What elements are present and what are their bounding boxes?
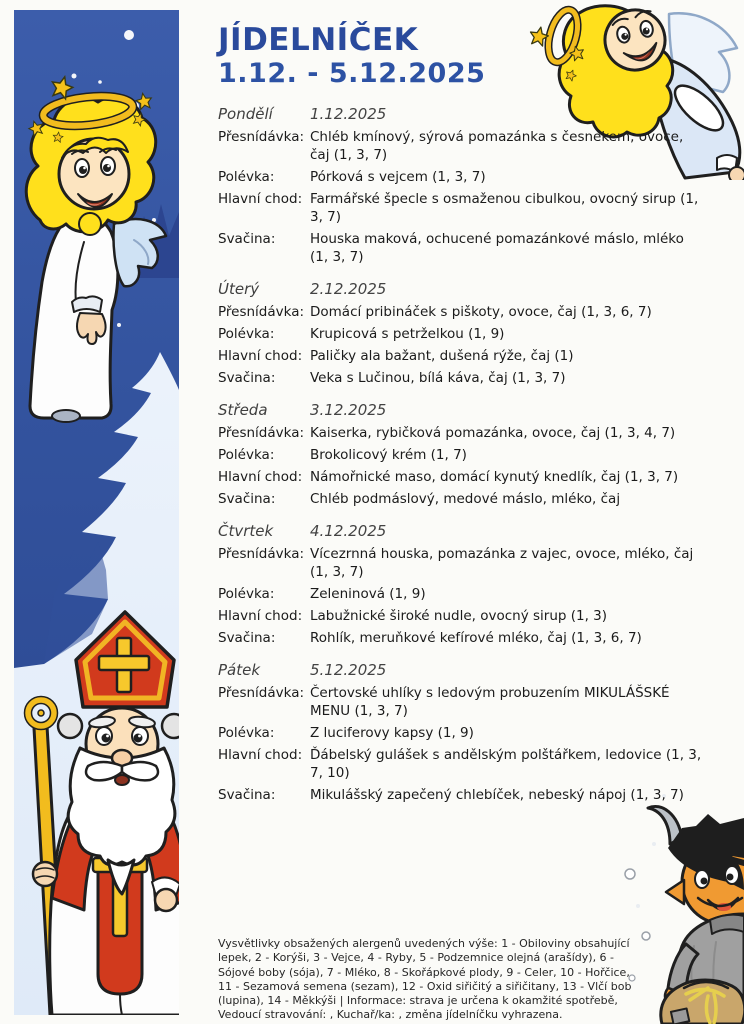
- meal-label: Polévka:: [218, 585, 275, 602]
- meal-label: Přesnídávka:: [218, 684, 305, 701]
- meal-row: [218, 585, 734, 603]
- meal-label: Svačina:: [218, 490, 276, 507]
- meal-row: [218, 607, 734, 625]
- page-title: JÍDELNÍČEK: [218, 22, 419, 58]
- meal-label: Hlavní chod:: [218, 746, 303, 763]
- meal-value: Námořnické maso, domácí kynutý knedlík, čaj (1, 3, 7): [310, 468, 679, 485]
- left-banner-illustration: [14, 10, 179, 1015]
- day-name: Pátek: [218, 660, 261, 679]
- meal-value: Zeleninová (1, 9): [310, 585, 426, 602]
- meal-value: Mikulášský zapečený chlebíček, nebeský nápoj (1, 3, 7): [310, 786, 684, 803]
- meal-value: Z luciferovy kapsy (1, 9): [310, 724, 474, 741]
- day-name: Pondělí: [218, 104, 273, 123]
- nicholas-hand: [33, 862, 57, 886]
- meal-row: [218, 724, 734, 742]
- day-date: 4.12.2025: [310, 521, 387, 540]
- meal-row: [218, 230, 734, 266]
- day-date: 1.12.2025: [310, 104, 387, 123]
- meal-label: Polévka:: [218, 724, 275, 741]
- menu-days: [218, 105, 734, 804]
- meal-value: Veka s Lučinou, bílá káva, čaj (1, 3, 7): [310, 369, 566, 386]
- meal-row: [218, 446, 734, 464]
- devil-with-sack-icon: [624, 786, 744, 1024]
- day-header: [218, 661, 734, 679]
- meal-row: [218, 468, 734, 486]
- day-name: Úterý: [218, 279, 260, 298]
- day-section: [218, 105, 734, 266]
- meal-value: Vícezrnná houska, pomazánka z vajec, ovoce, mléko, čaj (1, 3, 7): [310, 545, 694, 580]
- meal-list: [218, 303, 734, 387]
- meal-label: Svačina:: [218, 230, 276, 247]
- meal-row: [218, 629, 734, 647]
- menu-content: [218, 24, 734, 818]
- meal-label: Hlavní chod:: [218, 468, 303, 485]
- meal-list: [218, 128, 734, 266]
- meal-row: [218, 303, 734, 321]
- meal-value: Labužnické široké nudle, ovocný sirup (1, 3): [310, 607, 608, 624]
- day-section: [218, 661, 734, 804]
- meal-value: Farmářské špecle s osmaženou cibulkou, ovocný sirup (1, 3, 7): [310, 190, 699, 225]
- nicholas-hand: [155, 889, 177, 911]
- meal-value: Pórková s vejcem (1, 3, 7): [310, 168, 486, 185]
- date-range: 1.12. - 5.12.2025: [218, 57, 486, 89]
- meal-value: Paličky ala bažant, dušená rýže, čaj (1): [310, 347, 574, 364]
- meal-value: Brokolicový krém (1, 7): [310, 446, 467, 463]
- meal-row: [218, 545, 734, 581]
- meal-list: [218, 684, 734, 804]
- meal-value: Chléb podmáslový, medové máslo, mléko, čaj: [310, 490, 621, 507]
- meal-label: Polévka:: [218, 325, 275, 342]
- meal-value: Rohlík, meruňkové kefírové mléko, čaj (1, 3, 6, 7): [310, 629, 642, 646]
- meal-value: Kaiserka, rybičková pomazánka, ovoce, čaj (1, 3, 4, 7): [310, 424, 676, 441]
- day-section: [218, 401, 734, 508]
- meal-row: [218, 490, 734, 508]
- day-date: 2.12.2025: [310, 279, 387, 298]
- meal-row: [218, 786, 734, 804]
- meal-label: Přesnídávka:: [218, 424, 305, 441]
- meal-row: [218, 190, 734, 226]
- day-header: [218, 280, 734, 298]
- meal-list: [218, 424, 734, 508]
- day-date: 5.12.2025: [310, 660, 387, 679]
- meal-label: Přesnídávka:: [218, 128, 305, 145]
- meal-label: Svačina:: [218, 786, 276, 803]
- meal-row: [218, 325, 734, 343]
- meal-value: Houska maková, ochucené pomazánkové máslo, mléko (1, 3, 7): [310, 230, 684, 265]
- meal-row: [218, 369, 734, 387]
- meal-label: Hlavní chod:: [218, 190, 303, 207]
- day-header: [218, 401, 734, 419]
- meal-row: [218, 347, 734, 365]
- day-header: [218, 105, 734, 123]
- day-name: Čtvrtek: [218, 521, 274, 540]
- day-name: Středa: [218, 400, 268, 419]
- meal-list: [218, 545, 734, 647]
- day-section: [218, 522, 734, 647]
- meal-label: Svačina:: [218, 629, 276, 646]
- allergen-footer: Vysvětlivky obsažených alergenů uvedených výše: 1 - Obiloviny obsahující lepek, 2 - Korýši, 3 - Vejce, 4 - Ryby, 5 - Podzemnice olejná (arašídy), 6 - Sójové boby (sója), 7 - Mléko, 8 - Skořápkové plody, 9 - Celer, 10 - Hořčice, 11 - Sezamová semena (sezam), 12 - Oxid siřičitý a siřičitany, 13 - Vlčí bob (lupina), 14 - Měkkýši | Informace: strava je určena k okamžité spotřebě, Vedoucí stravování: , Kuchař/ka: , změna jídelníčku vyhrazena.: [218, 937, 632, 1022]
- meal-value: Chléb kmínový, sýrová pomazánka s česnekem, ovoce, čaj (1, 3, 7): [310, 128, 684, 163]
- meal-label: Polévka:: [218, 168, 275, 185]
- day-date: 3.12.2025: [310, 400, 387, 419]
- meal-label: Svačina:: [218, 369, 276, 386]
- angel-shoe: [52, 410, 80, 422]
- meal-value: Krupicová s petrželkou (1, 9): [310, 325, 505, 342]
- meal-value: Čertovské uhlíky s ledovým probuzením MIKULÁŠSKÉ MENU (1, 3, 7): [310, 684, 670, 719]
- meal-row: [218, 128, 734, 164]
- meal-label: Hlavní chod:: [218, 607, 303, 624]
- meal-value: Ďábelský gulášek s andělským polštářkem, ledovice (1, 3, 7, 10): [310, 746, 702, 781]
- day-section: [218, 280, 734, 387]
- meal-label: Polévka:: [218, 446, 275, 463]
- day-header: [218, 522, 734, 540]
- meal-row: [218, 684, 734, 720]
- meal-row: [218, 746, 734, 782]
- meal-value: Domácí pribináček s piškoty, ovoce, čaj (1, 3, 6, 7): [310, 303, 652, 320]
- meal-label: Přesnídávka:: [218, 303, 305, 320]
- meal-row: [218, 168, 734, 186]
- meal-row: [218, 424, 734, 442]
- meal-label: Hlavní chod:: [218, 347, 303, 364]
- meal-label: Přesnídávka:: [218, 545, 305, 562]
